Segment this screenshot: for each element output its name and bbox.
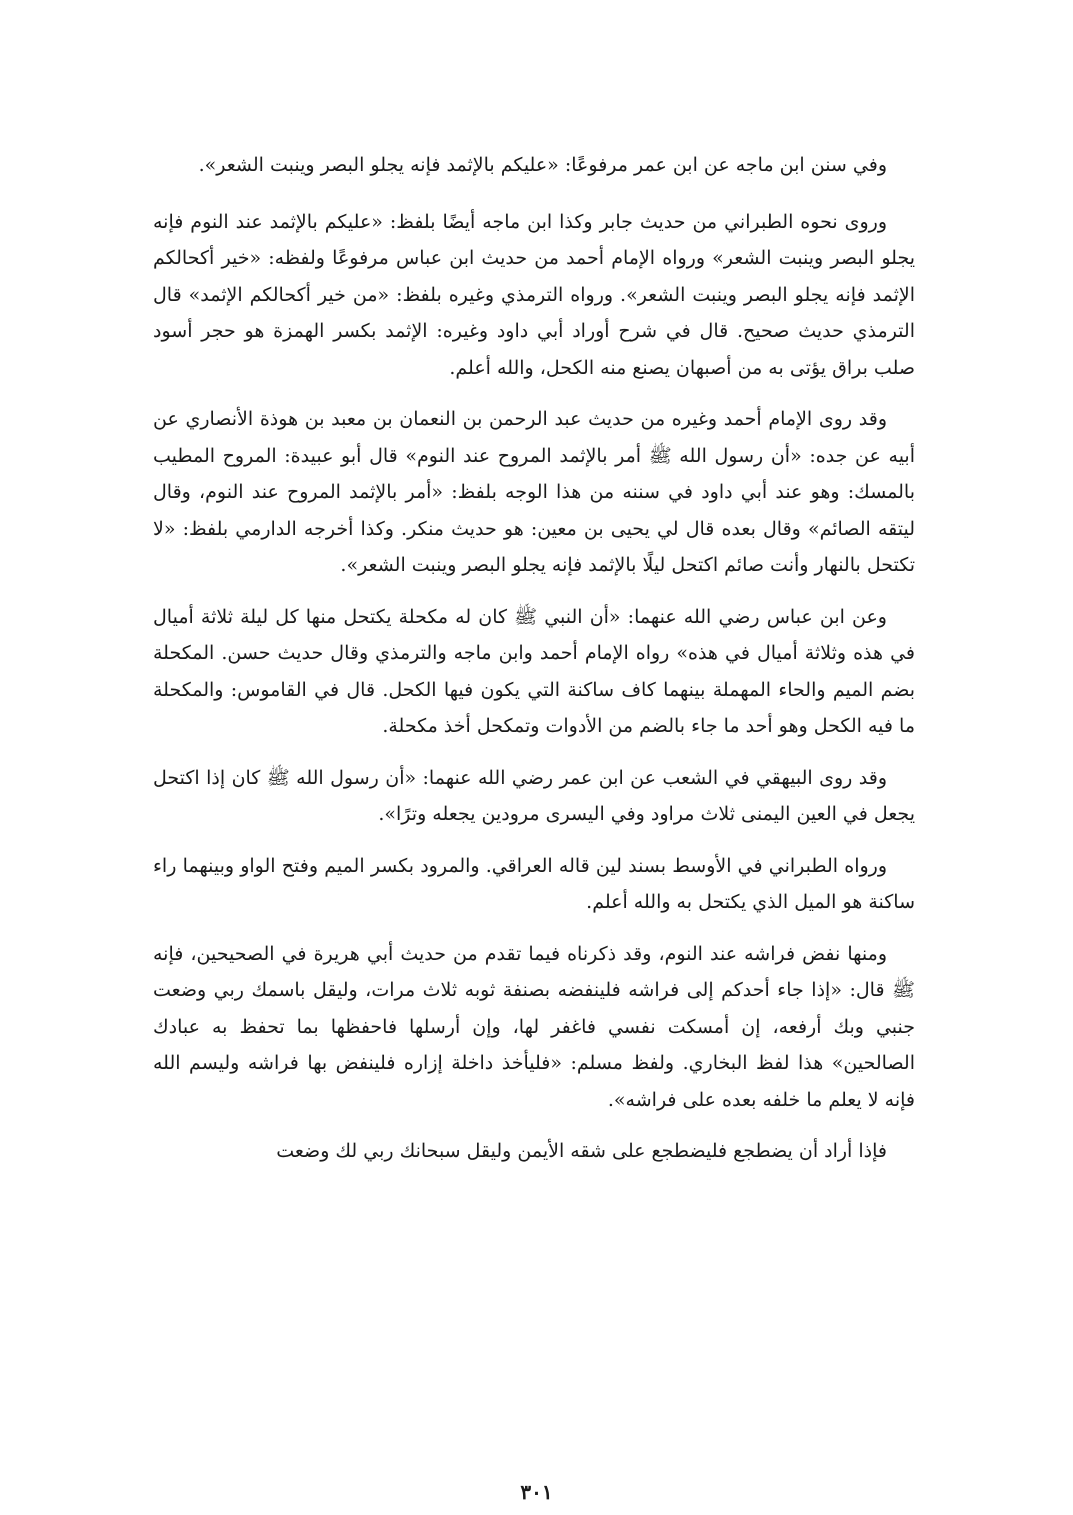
body-text: [153, 147, 915, 1185]
paragraph: وعن ابن عباس رضي الله عنهما: «أن النبي ﷺ كان له مكحلة يكتحل منها كل ليلة ثلاثة أميال في هذه وثلاثة أميال في هذه» رواه الإمام أحمد وابن ماجه والترمذي وقال حديث حسن. المكحلة بضم الميم والحاء المهملة بينهما كاف ساكنة التي يكون فيها الكحل. قال في القاموس: والمكحلة ما فيه الكحل وهو أحد ما جاء بالضم من الأدوات وتمكحل أخذ مكحلة.: [153, 605, 915, 737]
paragraph: ورواه الطبراني في الأوسط بسند لين قاله العراقي. والمرود بكسر الميم وفتح الواو وبينهما راء ساكنة هو الميل الذي يكتحل به والله أعلم.: [153, 854, 915, 913]
paragraph: فإذا أراد أن يضطجع فليضطجع على شقه الأيمن وليقل سبحانك ربي لك وضعت: [276, 1140, 887, 1162]
paragraph: ومنها نفض فراشه عند النوم، وقد ذكرناه فيما تقدم من حديث أبي هريرة في الصحيحين، فإنه ﷺ قال: «إذا جاء أحدكم إلى فراشه فلينفضه بصنفة ثوبه ثلاث مرات، وليقل باسمك ربي وضعت جنبي وبك أرفعه، إن أمسكت نفسي فاغفر لها، وإن أرسلها فاحفظها بما تحفظ به عبادك الصالحين» هذا لفظ البخاري. ولفظ مسلم: «فليأخذ داخلة إزاره فلينفض بها فراشه وليسم الله فإنه لا يعلم ما خلفه بعده على فراشه».: [153, 942, 915, 1111]
page-number: ٣٠١: [520, 1480, 553, 1504]
paragraph: وقد روى البيهقي في الشعب عن ابن عمر رضي الله عنهما: «أن رسول الله ﷺ كان إذا اكتحل يجعل في العين اليمنى ثلاث مراود وفي اليسرى مرودين يجعله وترًا».: [153, 766, 915, 825]
paragraph: وقد روى الإمام أحمد وغيره من حديث عبد الرحمن بن النعمان بن معبد بن هوذة الأنصاري عن أبيه عن جده: «أن رسول الله ﷺ أمر بالإثمد المروح عند النوم» قال أبو عبيدة: المروح المطيب بالمسك: وهو عند أبي داود في سننه من هذا الوجه بلفظ: «أمر بالإثمد المروح عند النوم، وقال ليتقه الصائم» وقال بعده قال لي يحيى بن معين: هو حديث منكر. وكذا أخرجه الدارمي بلفظ: «لا تكتحل بالنهار وأنت صائم اكتحل ليلًا بالإثمد فإنه يجلو البصر وينبت الشعر».: [153, 408, 915, 576]
paragraph: وفي سنن ابن ماجه عن ابن عمر مرفوعًا: «عليكم بالإثمد فإنه يجلو البصر وينبت الشعر».: [198, 154, 887, 176]
paragraph: وروى نحوه الطبراني من حديث جابر وكذا ابن ماجه أيضًا بلفظ: «عليكم بالإثمد عند النوم فإنه يجلو البصر وينبت الشعر» ورواه الإمام أحمد من حديث ابن عباس مرفوعًا ولفظه: «خير أكحالكم الإثمد فإنه يجلو البصر وينبت الشعر». ورواه الترمذي وغيره بلفظ: «من خير أكحالكم الإثمد» قال الترمذي حديث صحيح. قال في شرح أوراد أبي داود وغيره: الإثمد بكسر الهمزة هو حجر أسود صلب براق يؤتى به من أصبهان يصنع منه الكحل، والله أعلم.: [153, 210, 915, 379]
